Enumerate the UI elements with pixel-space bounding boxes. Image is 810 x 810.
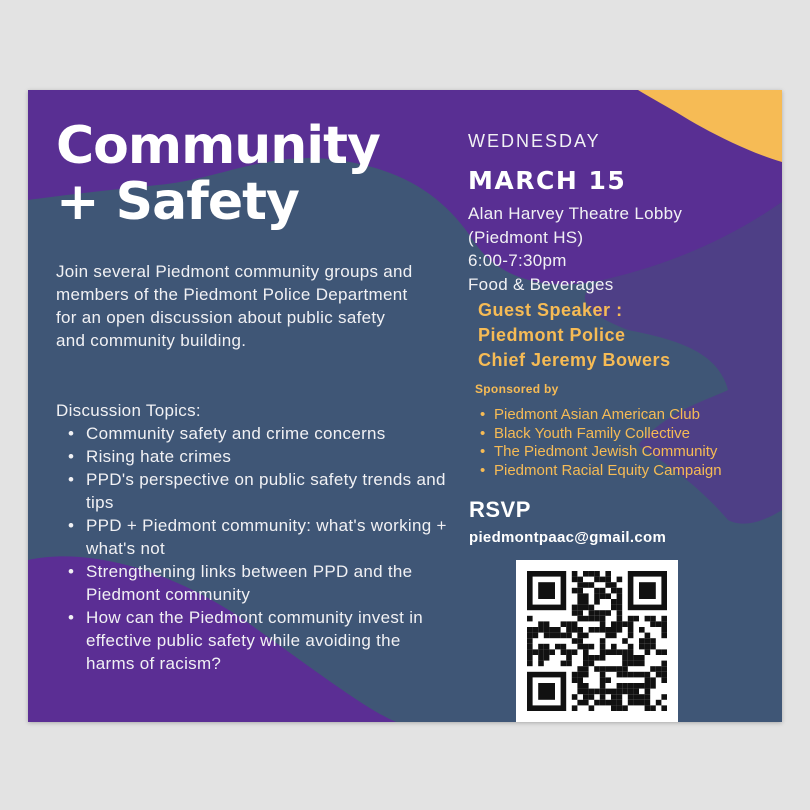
event-flyer [28, 90, 782, 722]
sponsors-list [480, 406, 722, 480]
guest-speaker-name: Chief Jeremy Bowers [478, 350, 671, 370]
discussion-topics-heading: Discussion Topics: [56, 401, 201, 420]
sponsor-item: • Piedmont Racial Equity Campaign [480, 462, 722, 481]
topic-item: • Rising hate crimes [68, 445, 448, 468]
qr-code-graphic [516, 560, 678, 722]
discussion-topics-list [68, 422, 448, 675]
guest-speaker-org: Piedmont Police [478, 325, 626, 345]
topic-item: • Community safety and crime concerns [68, 422, 448, 445]
sponsor-item: • Piedmont Asian American Club [480, 406, 722, 425]
event-details [468, 202, 682, 296]
flyer-title [56, 118, 380, 230]
title-line-community: Community [56, 116, 380, 176]
topic-item: • How can the Piedmont community invest in effective public safety while avoiding the harms of racism? [68, 606, 448, 675]
guest-speaker [478, 298, 671, 373]
intro-paragraph: Join several Piedmont community groups and members of the Piedmont Police Department for an open discussion about public safety and community building. [56, 262, 413, 350]
topic-item: • Strengthening links between PPD and the Piedmont community [68, 560, 448, 606]
guest-speaker-label: Guest Speaker : [478, 300, 623, 320]
event-venue: Alan Harvey Theatre Lobby [468, 204, 683, 223]
title-line-safety: + Safety [56, 172, 299, 232]
sponsored-by-heading: Sponsored by [475, 382, 559, 396]
event-food: Food & Beverages [468, 274, 614, 294]
rsvp-email: piedmontpaac@gmail.com [469, 529, 667, 546]
event-day: WEDNESDAY [468, 131, 601, 151]
event-date: MARCH 15 [468, 166, 627, 195]
event-time: 6:00-7:30pm [468, 251, 567, 270]
sponsor-item: • The Piedmont Jewish Community [480, 443, 722, 462]
rsvp-heading: RSVP [469, 497, 531, 522]
topic-item: • PPD + Piedmont community: what's working + what's not [68, 514, 448, 560]
qr-code-icon [516, 560, 678, 722]
event-venue-detail: (Piedmont HS) [468, 227, 584, 247]
sponsor-item: • Black Youth Family Collective [480, 425, 722, 444]
topic-item: • PPD's perspective on public safety trends and tips [68, 468, 448, 514]
